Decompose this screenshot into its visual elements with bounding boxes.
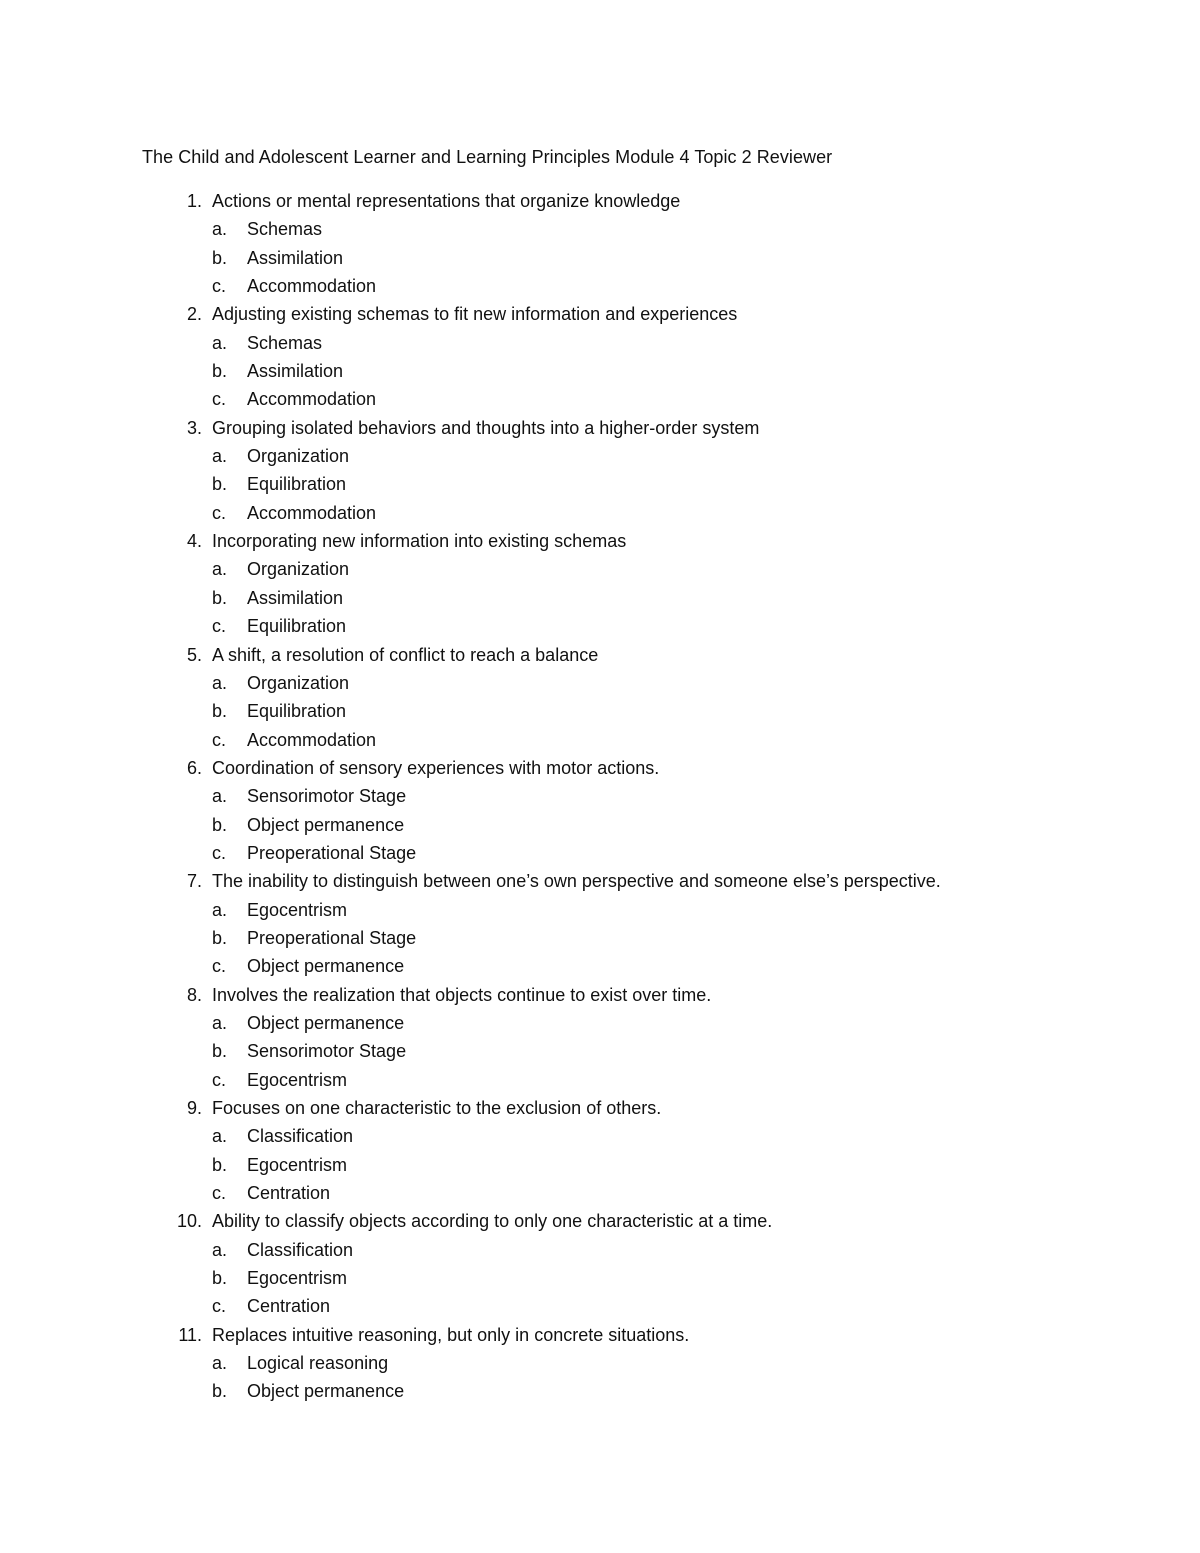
option-text: Assimilation <box>247 587 344 608</box>
option-text: Classification <box>247 1239 354 1260</box>
option-text: Centration <box>247 1296 331 1317</box>
answer-option <box>142 244 1142 272</box>
option-letter: a. <box>212 1353 228 1374</box>
option-letter: c. <box>212 616 227 637</box>
question-text: Replaces intuitive reasoning, but only in concrete situations. <box>212 1324 690 1345</box>
option-text: Classification <box>247 1126 354 1147</box>
option-letter: c. <box>212 956 227 977</box>
option-text: Centration <box>247 1183 331 1204</box>
option-text: Organization <box>247 672 350 693</box>
answer-option <box>142 1349 1142 1377</box>
question-text: Focuses on one characteristic to the exclusion of others. <box>212 1098 662 1118</box>
answer-option <box>142 1236 1142 1264</box>
option-letter: a. <box>212 332 228 353</box>
answer-option <box>142 499 1142 527</box>
question-line <box>142 414 1142 442</box>
option-text: Sensorimotor Stage <box>247 786 407 807</box>
answer-option <box>142 697 1142 725</box>
answer-option <box>142 839 1142 867</box>
option-letter: c. <box>212 729 227 750</box>
option-text: Preoperational Stage <box>247 842 417 863</box>
question-number: 2. <box>186 304 202 325</box>
option-text: Equilibration <box>247 474 347 495</box>
option-text: Preoperational Stage <box>247 927 417 948</box>
option-letter: b. <box>212 587 228 608</box>
question-text: Ability to classify objects according to only one characteristic at a time. <box>212 1211 773 1232</box>
option-letter: a. <box>212 1126 228 1147</box>
answer-option <box>142 555 1142 583</box>
option-text: Assimilation <box>247 361 344 382</box>
answer-option <box>142 782 1142 810</box>
question-text: Coordination of sensory experiences with motor actions. <box>212 757 660 778</box>
question-item <box>142 1094 1142 1207</box>
question-line <box>142 641 1142 669</box>
option-letter: b. <box>212 701 228 722</box>
option-text: Organization <box>247 559 350 580</box>
answer-option <box>142 1377 1142 1405</box>
question-number: 5. <box>186 644 202 665</box>
answer-option <box>142 215 1142 243</box>
answer-option <box>142 1037 1142 1065</box>
option-letter: a. <box>212 786 228 807</box>
option-letter: b. <box>212 1154 228 1175</box>
question-number: 3. <box>186 417 202 438</box>
document-body <box>142 143 1142 1406</box>
option-text: Egocentrism <box>247 1069 348 1090</box>
question-text: Grouping isolated behaviors and thoughts into a higher-order system <box>212 417 760 438</box>
option-text: Schemas <box>247 332 323 353</box>
answer-option <box>142 924 1142 952</box>
question-number: 9. <box>186 1098 202 1118</box>
option-text: Equilibration <box>247 616 347 637</box>
option-letter: a. <box>212 559 228 580</box>
question-text: A shift, a resolution of conflict to reach a balance <box>212 644 599 665</box>
answer-option <box>142 385 1142 413</box>
option-letter: b. <box>212 1381 228 1402</box>
option-letter: c. <box>212 389 227 410</box>
question-item <box>142 641 1142 754</box>
document-title: The Child and Adolescent Learner and Learning Principles Module 4 Topic 2 Reviewer <box>142 147 833 167</box>
option-letter: b. <box>212 927 228 948</box>
option-text: Schemas <box>247 219 323 240</box>
option-letter: c. <box>212 1296 227 1317</box>
option-letter: c. <box>212 1183 227 1204</box>
option-text: Egocentrism <box>247 1268 348 1289</box>
answer-option <box>142 357 1142 385</box>
answer-option <box>142 811 1142 839</box>
option-text: Equilibration <box>247 701 347 722</box>
question-line <box>142 300 1142 328</box>
option-letter: a. <box>212 1239 228 1260</box>
question-number: 6. <box>186 757 202 778</box>
option-text: Object permanence <box>247 1381 405 1402</box>
question-number: 1. <box>186 191 202 211</box>
answer-option <box>142 1179 1142 1207</box>
question-number: 11. <box>178 1324 202 1345</box>
option-text: Accommodation <box>247 276 377 297</box>
option-letter: b. <box>212 247 228 268</box>
question-list <box>142 187 1142 1406</box>
option-text: Object permanence <box>247 1012 405 1033</box>
question-text: Incorporating new information into existing schemas <box>212 531 627 552</box>
question-line <box>142 867 1142 895</box>
option-text: Object permanence <box>247 814 405 835</box>
answer-option <box>142 952 1142 980</box>
question-item <box>142 1207 1142 1320</box>
answer-option <box>142 669 1142 697</box>
option-letter: b. <box>212 474 228 495</box>
option-text: Logical reasoning <box>247 1353 389 1374</box>
option-text: Sensorimotor Stage <box>247 1041 407 1062</box>
answer-option <box>142 1292 1142 1320</box>
option-letter: b. <box>212 1041 228 1062</box>
question-number: 8. <box>186 984 202 1005</box>
option-text: Organization <box>247 446 350 467</box>
question-item <box>142 414 1142 527</box>
question-text: Adjusting existing schemas to fit new information and experiences <box>212 304 738 325</box>
question-line <box>142 1321 1142 1349</box>
question-item <box>142 1321 1142 1406</box>
question-line <box>142 754 1142 782</box>
question-text: Actions or mental representations that organize knowledge <box>212 191 681 211</box>
question-text: The inability to distinguish between one’s own perspective and someone else’s perspective. <box>212 871 941 892</box>
option-letter: c. <box>212 502 227 523</box>
question-line <box>142 527 1142 555</box>
answer-option <box>142 272 1142 300</box>
option-letter: a. <box>212 219 228 240</box>
option-letter: c. <box>212 276 227 297</box>
option-text: Egocentrism <box>247 1154 348 1175</box>
question-line <box>142 187 1142 215</box>
question-text: Involves the realization that objects continue to exist over time. <box>212 984 712 1005</box>
option-letter: b. <box>212 361 228 382</box>
option-text: Egocentrism <box>247 899 348 920</box>
answer-option <box>142 442 1142 470</box>
answer-option <box>142 1009 1142 1037</box>
answer-option <box>142 470 1142 498</box>
answer-option <box>142 1066 1142 1094</box>
question-item <box>142 187 1142 300</box>
option-letter: a. <box>212 672 228 693</box>
option-text: Object permanence <box>247 956 405 977</box>
option-letter: a. <box>212 899 228 920</box>
option-letter: c. <box>212 1069 227 1090</box>
question-line <box>142 1207 1142 1235</box>
option-text: Accommodation <box>247 502 377 523</box>
option-letter: a. <box>212 1012 228 1033</box>
option-letter: b. <box>212 814 228 835</box>
question-line <box>142 981 1142 1009</box>
option-text: Accommodation <box>247 389 377 410</box>
question-item <box>142 527 1142 640</box>
answer-option <box>142 1264 1142 1292</box>
option-letter: c. <box>212 842 227 863</box>
answer-option <box>142 584 1142 612</box>
answer-option <box>142 1151 1142 1179</box>
option-letter: b. <box>212 1268 228 1289</box>
question-line <box>142 1094 1142 1122</box>
answer-option <box>142 896 1142 924</box>
question-number: 4. <box>186 531 202 552</box>
question-number: 7. <box>186 871 202 892</box>
answer-option <box>142 612 1142 640</box>
answer-option <box>142 329 1142 357</box>
question-item <box>142 300 1142 413</box>
question-item <box>142 981 1142 1094</box>
option-text: Assimilation <box>247 247 344 268</box>
answer-option <box>142 1122 1142 1150</box>
answer-option <box>142 726 1142 754</box>
question-number: 10. <box>176 1211 202 1232</box>
question-item <box>142 867 1142 980</box>
option-text: Accommodation <box>247 729 377 750</box>
question-item <box>142 754 1142 867</box>
option-letter: a. <box>212 446 228 467</box>
